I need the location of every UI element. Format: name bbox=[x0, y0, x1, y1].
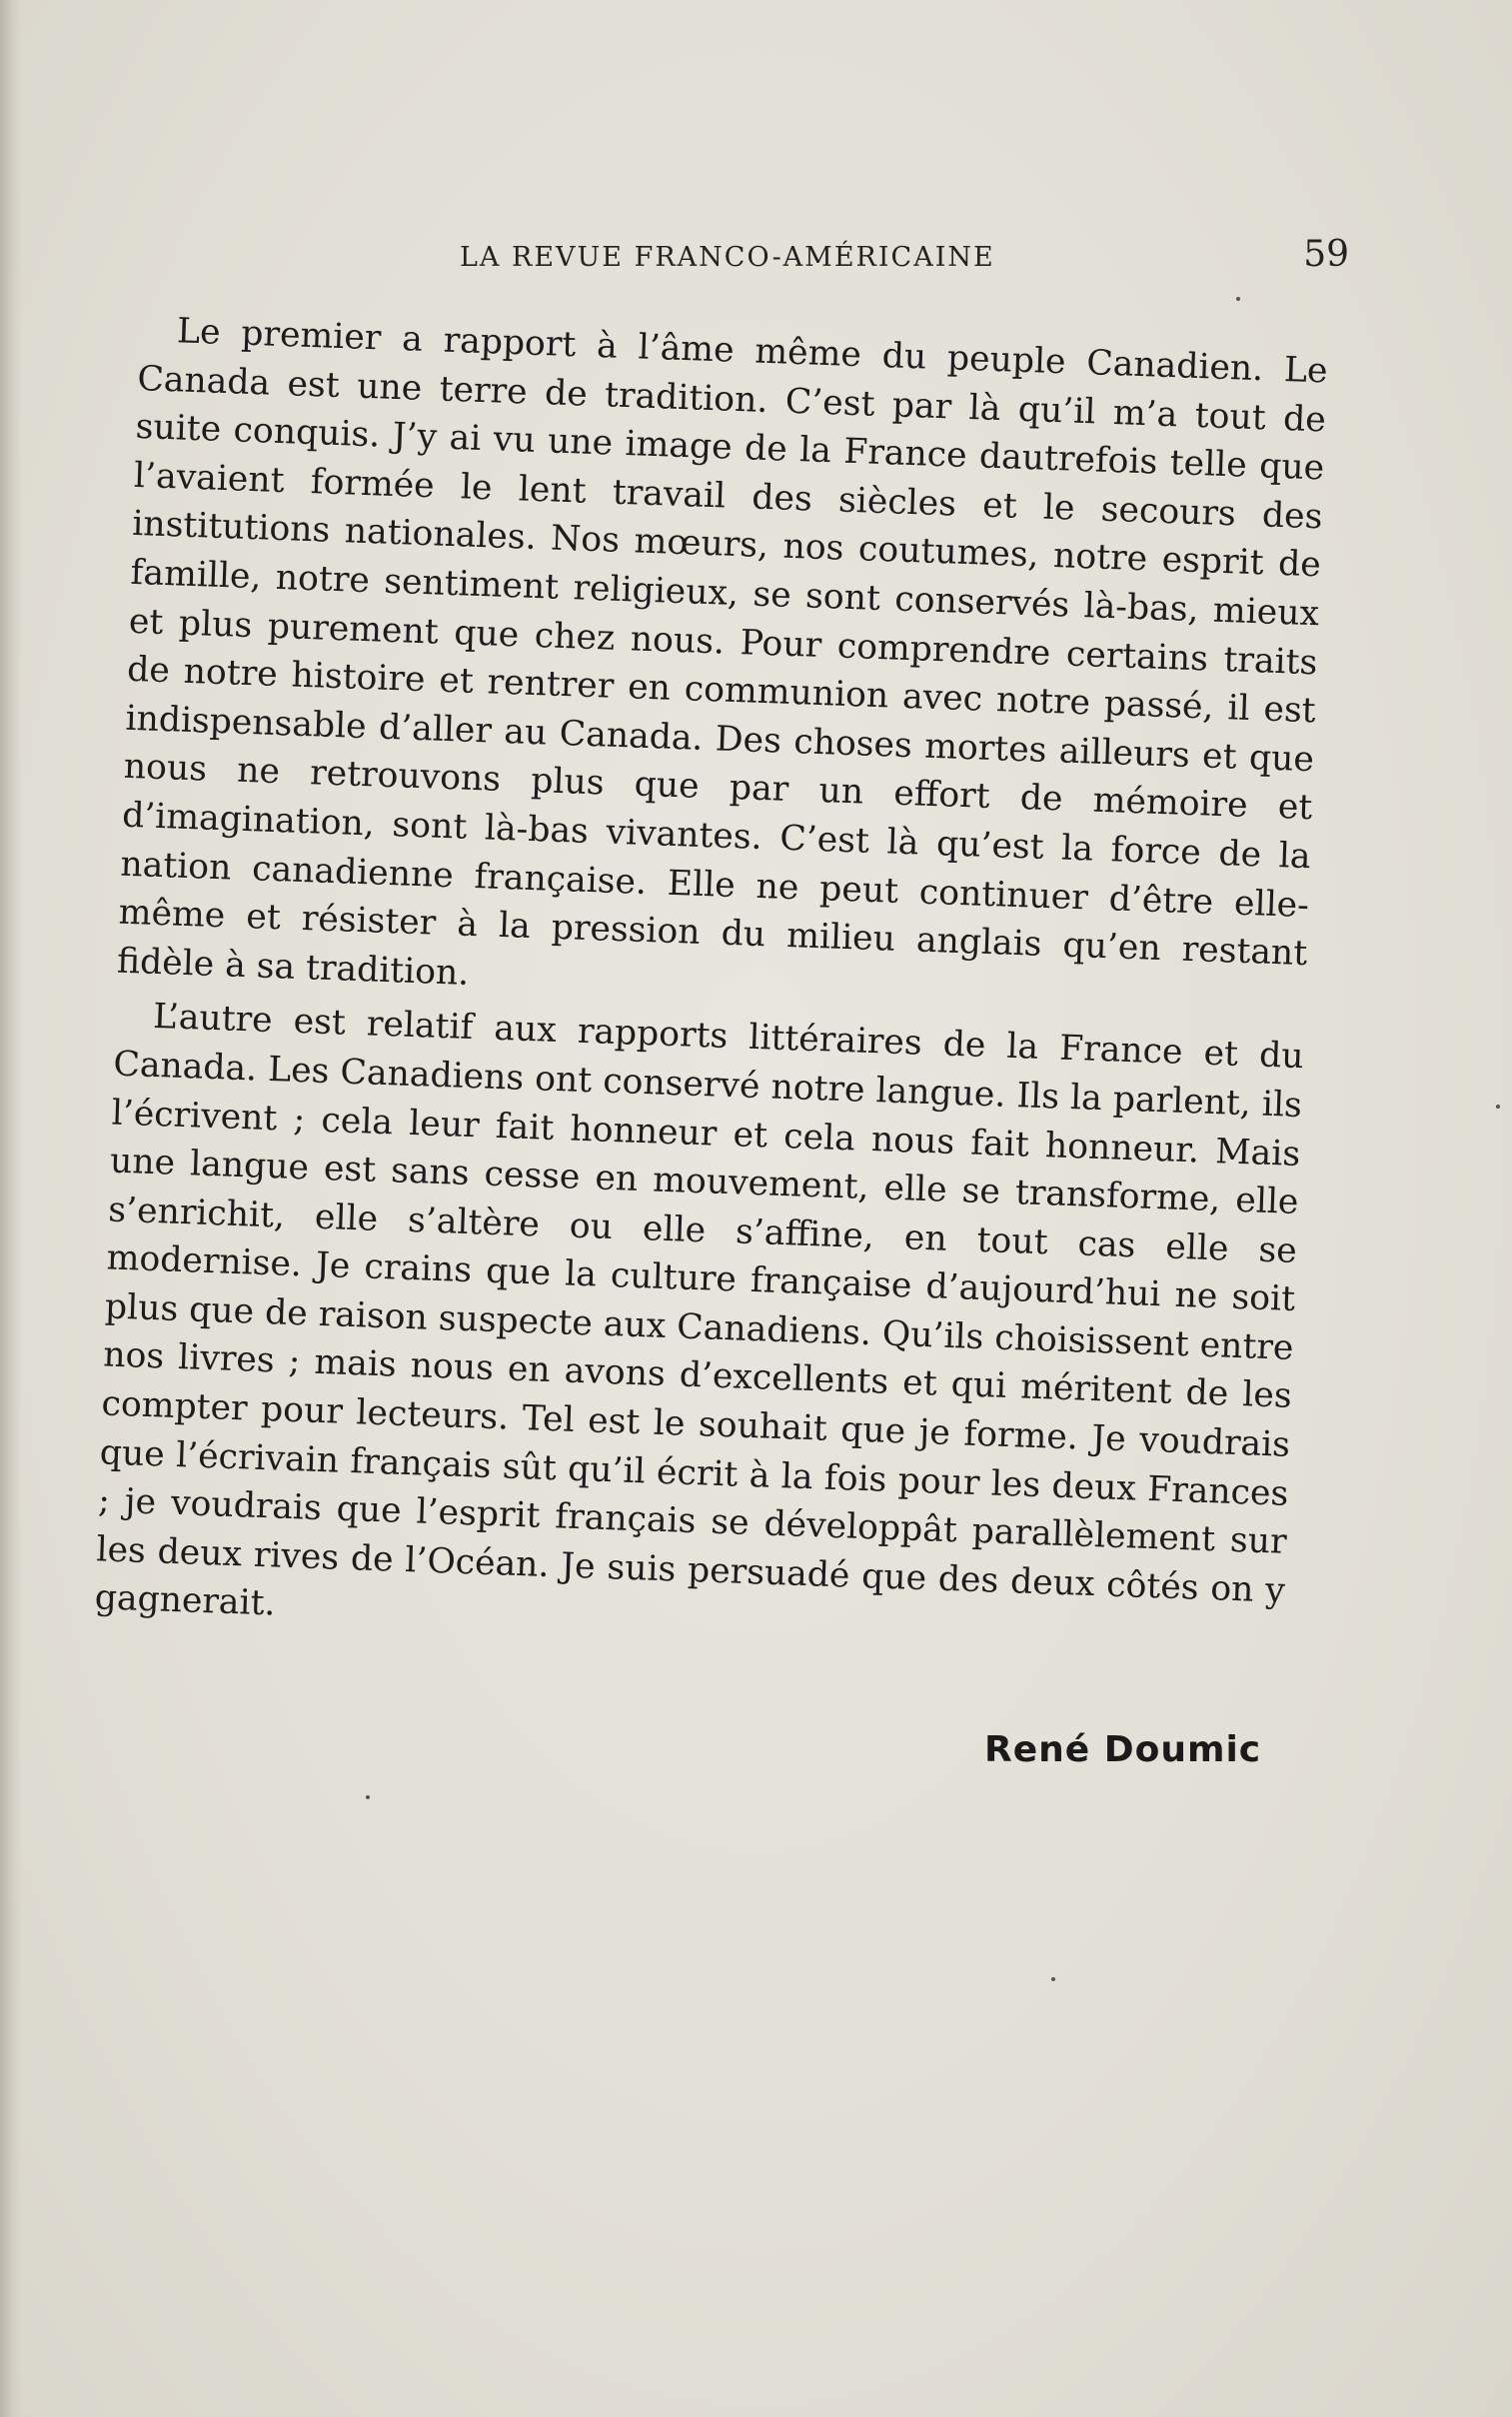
paper-speck bbox=[1051, 1977, 1055, 1981]
page-number: 59 bbox=[1303, 234, 1349, 275]
paper-speck bbox=[1496, 1105, 1500, 1109]
paragraph-1: Le premier a rapport à l’âme même du peuple Canadien. Le Canada est une terre de tradition. C’est par là qu’il m’a tout de suite conquis. J’y ai vu une image de la France dautrefois telle que l’avaient formée le lent travail des siècles et le secours des institutions nationales. Nos mœurs, nos coutumes, notre esprit de famille, notre sentiment religieux, se sont conservés là-bas, mieux et plus purement que chez nous. Pour comprendre certains traits de notre histoire et rentrer en communion avec notre passé, il est indispensable d’aller au Canada. Des choses mortes ailleurs et que nous ne retrouvons plus que par un effort de mémoire et d’imagination, sont là-bas vivantes. C’est là qu’est la force de la nation canadienne française. Elle ne peut continuer d’être elle-même et résister à la pression du milieu anglais qu’en restant fidèle à sa tradition. bbox=[116, 311, 1329, 994]
paragraph-2: L’autre est relatif aux rapports littéraires de la France et du Canada. Les Canadiens ont conservé notre langue. Ils la parlent, ils l’écrivent ; cela leur fait honneur et cela nous fait honneur. Mais une langue est sans cesse en mouvement, elle se transforme, elle s’enrichit, elle s’altère ou elle s’affine, en tout cas elle se modernise. Je crains que la culture française d’aujourd’hui ne soit plus que de raison suspecte aux Canadiens. Qu’ils choisissent entre nos livres ; mais nous en avons d’excellents et qui méritent de les compter pour lecteurs. Tel est le souhait que je forme. Je voudrais que l’écrivain français sût qu’il écrit à la fois pour les deux Frances ; je voudrais que l’esprit français se développât parallèlement sur les deux rives de l’Océan. Je suis persuadé que des deux côtés on y gagnerait. bbox=[94, 997, 1305, 1624]
page-gutter-shadow bbox=[0, 0, 22, 2417]
paper-speck bbox=[366, 1795, 370, 1799]
paper-speck bbox=[1236, 297, 1240, 301]
article-body bbox=[94, 306, 1328, 1670]
page-header bbox=[140, 228, 1349, 288]
author-signature: René Doumic bbox=[984, 1729, 1262, 1770]
running-title: LA REVUE FRANCO-AMÉRICAINE bbox=[460, 242, 995, 273]
